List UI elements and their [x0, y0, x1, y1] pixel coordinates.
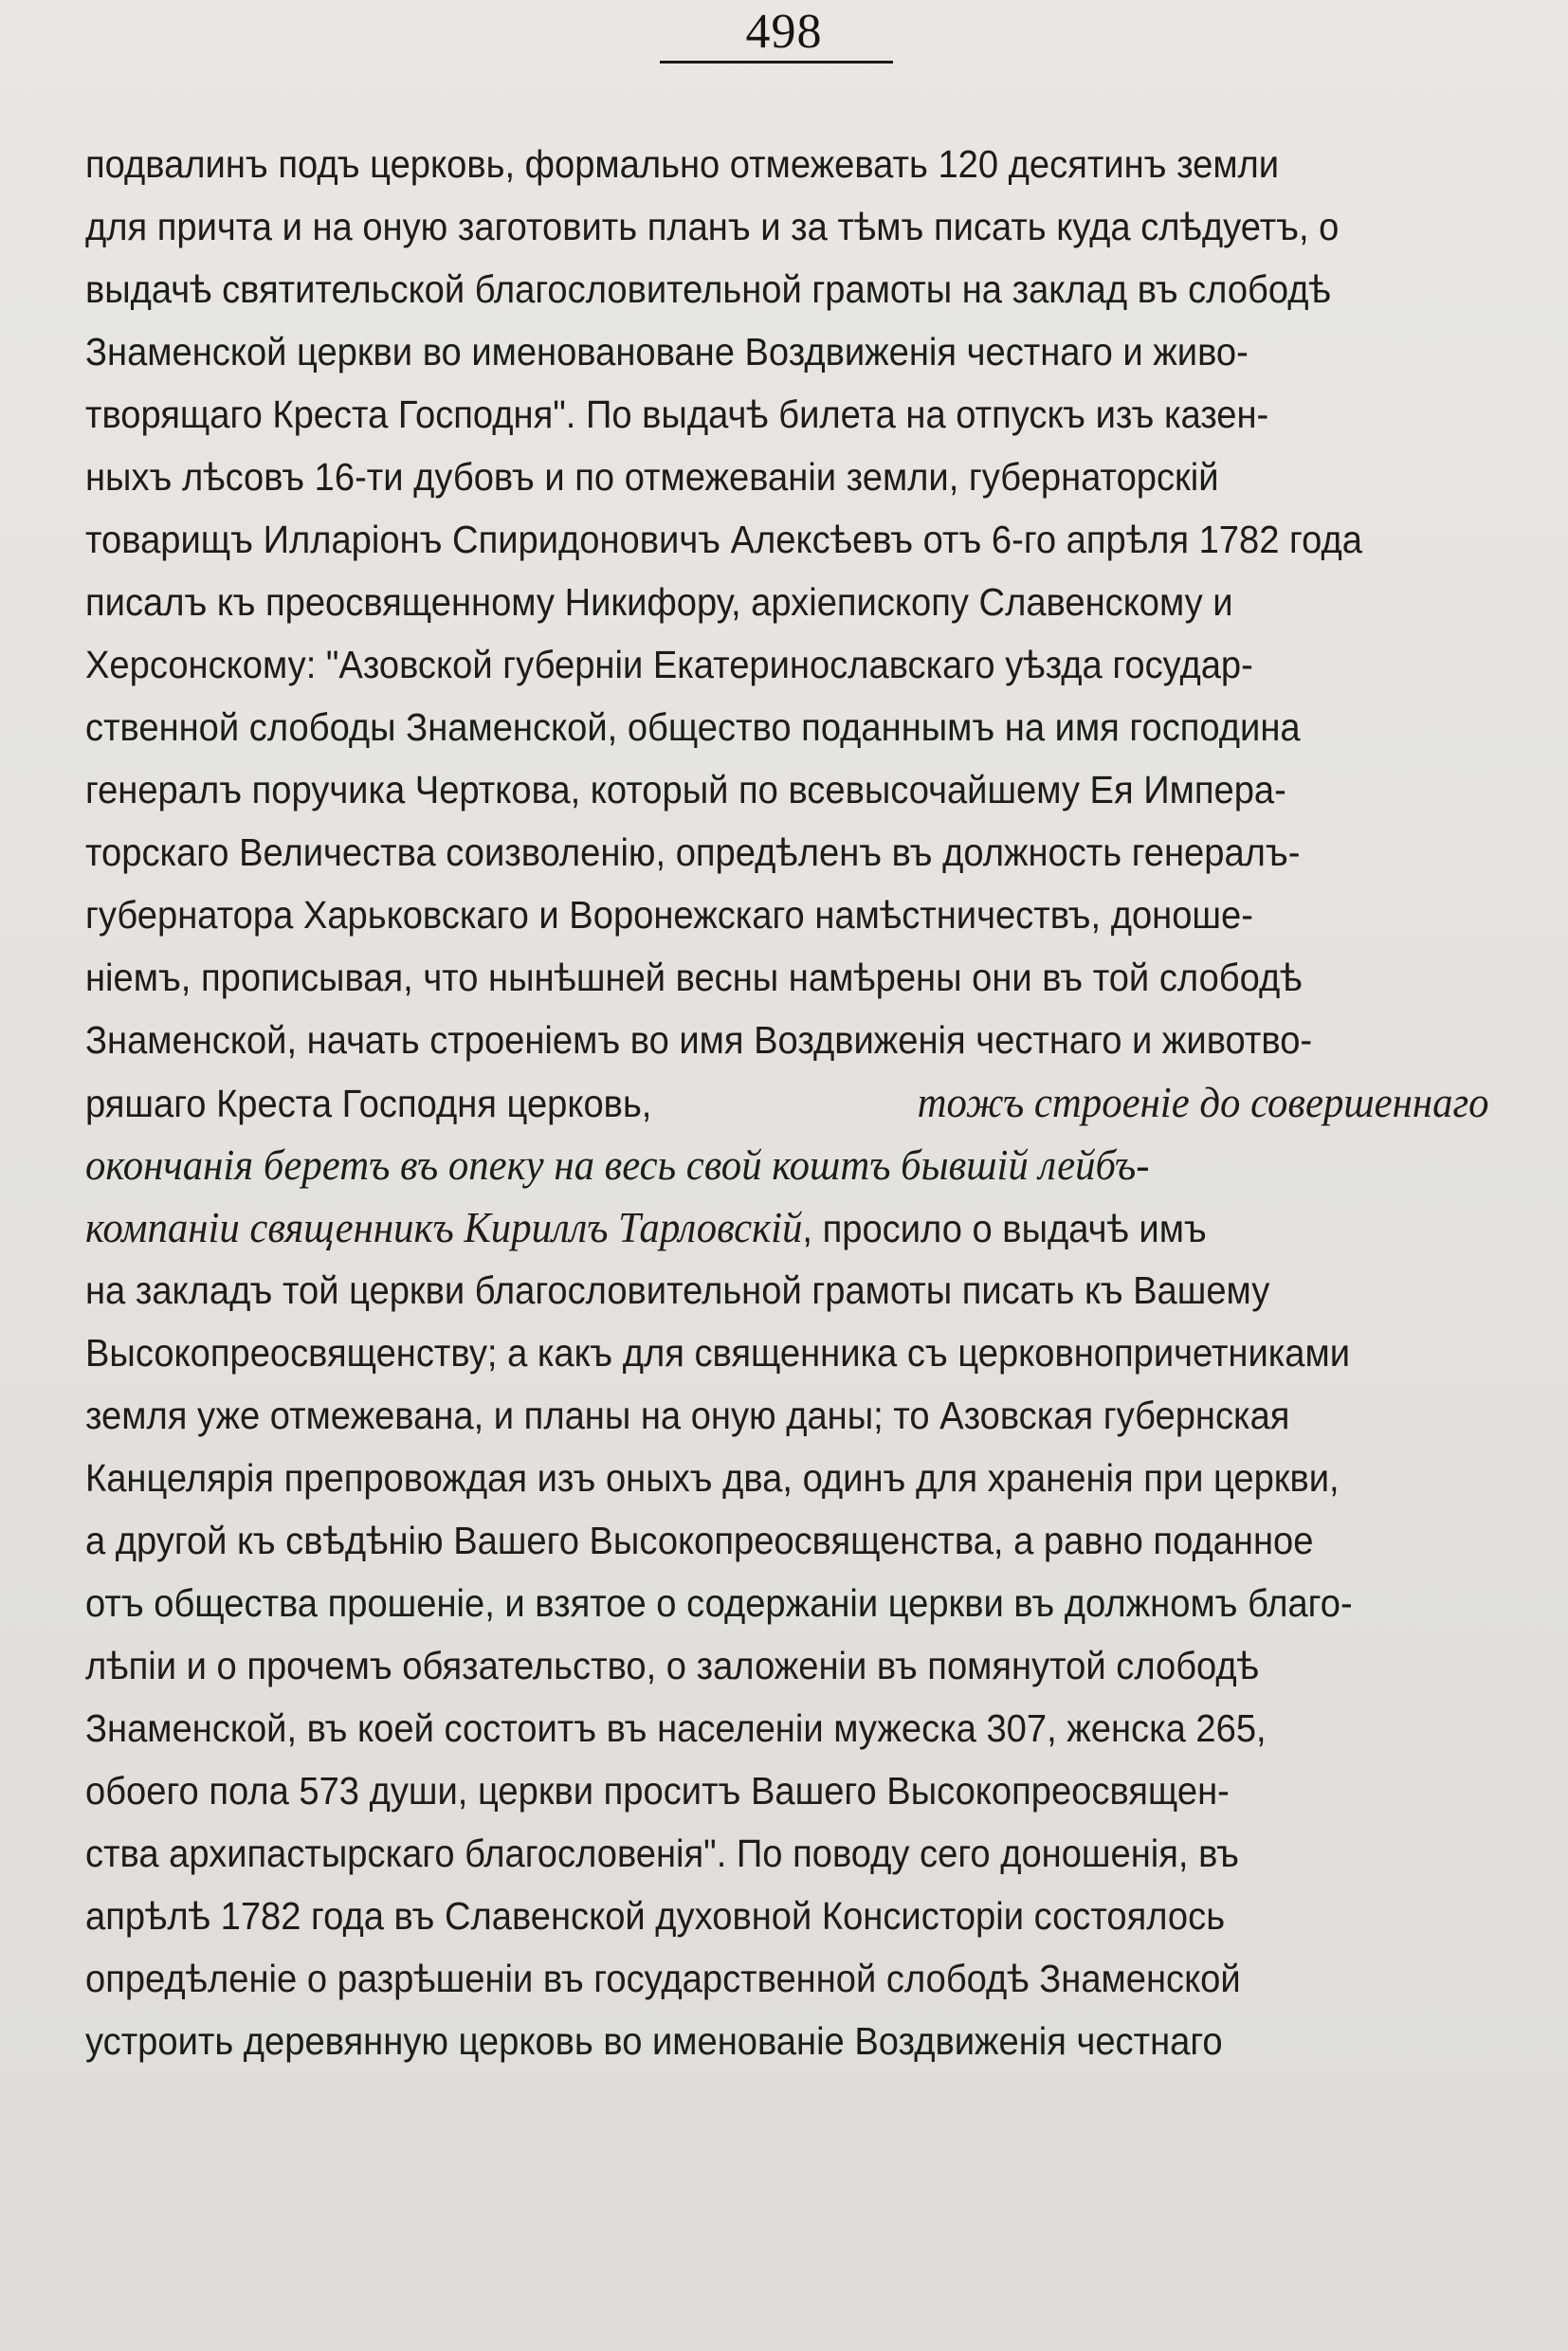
text-line: торскаго Величества соизволенію, опредѣленъ въ должность генералъ-: [85, 830, 1301, 874]
text-line: для причта и на оную заготовить планъ и за тѣмъ писать куда слѣдуетъ, о: [85, 205, 1340, 248]
text-line-mixed: [85, 1196, 1489, 1259]
page-number: 498: [745, 5, 823, 59]
text-line: Знаменской, начать строеніемъ во имя Воздвиженія честнаго и животво-: [85, 1018, 1313, 1062]
line-italic-part: компаніи священникъ Кириллъ Тарловскій: [85, 1203, 803, 1251]
text-line: творящаго Креста Господня". По выдачѣ билета на отпускъ изъ казен-: [85, 392, 1269, 436]
text-line: генералъ поручика Черткова, который по всевысочайшему Ея Импера-: [85, 768, 1286, 811]
text-line: земля уже отмежевана, и планы на оную даны; то Азовская губернская: [85, 1394, 1290, 1437]
text-line: а другой къ свѣдѣнію Вашего Высокопреосвященства, а равно поданное: [85, 1519, 1314, 1562]
page-number-rule: [660, 61, 893, 64]
text-line: подвалинъ подъ церковь, формально отмежевать 120 десятинъ земли: [85, 142, 1280, 186]
line-regular-part: , просило о выдачѣ имъ: [802, 1207, 1207, 1250]
text-line: Херсонскому: "Азовской губерніи Екатеринославскаго уѣзда государ-: [85, 643, 1253, 686]
text-line: ства архипастырскаго благословенія". По поводу сего доношенія, въ: [85, 1832, 1239, 1875]
text-line-italic: окончанія беретъ въ опеку на весь свой коштъ бывшій лейбъ-: [85, 1140, 1150, 1189]
text-line: Высокопреосвященству; а какъ для священника съ церковнопричетниками: [85, 1331, 1351, 1375]
text-line: Знаменской церкви во именовановане Воздвиженія честнаго и живо-: [85, 330, 1249, 374]
text-line: Канцелярія препровождая изъ оныхъ два, одинъ для храненія при церкви,: [85, 1456, 1340, 1500]
text-line: устроить деревянную церковь во именованіе Воздвиженія честнаго: [85, 2019, 1223, 2063]
text-line: ныхъ лѣсовъ 16-ти дубовъ и по отмежеваніи земли, губернаторскій: [85, 455, 1219, 499]
line-regular-part: ряшаго Креста Господня церковь,: [85, 1082, 652, 1125]
text-line: обоего пола 573 души, церкви проситъ Вашего Высокопреосвящен-: [85, 1769, 1230, 1813]
text-line: ніемъ, прописывая, что нынѣшней весны намѣрены они въ той слободѣ: [85, 956, 1303, 999]
text-line: губернатора Харьковскаго и Воронежскаго намѣстничествъ, доноше-: [85, 893, 1253, 937]
text-line: Знаменской, въ коей состоитъ въ населеніи мужеска 307, женска 265,: [85, 1706, 1267, 1750]
text-line: отъ общества прошеніе, и взятое о содержаніи церкви въ должномъ благо-: [85, 1581, 1353, 1625]
text-line: апрѣлѣ 1782 года въ Славенской духовной Консисторіи состоялось: [85, 1894, 1226, 1938]
text-line: лѣпіи и о прочемъ обязательство, о заложеніи въ помянутой слободѣ: [85, 1644, 1260, 1687]
text-line: выдачѣ святительской благословительной грамоты на заклад въ слободѣ: [85, 267, 1331, 311]
body-text: [85, 133, 1488, 2072]
line-italic-part: тожъ строеніе до совершеннаго: [917, 1078, 1489, 1126]
text-line: на закладъ той церкви благословительной грамоты писать къ Вашему: [85, 1268, 1270, 1312]
text-line: товарищъ Илларіонъ Спиридоновичъ Алексѣевъ отъ 6-го апрѣля 1782 года: [85, 518, 1362, 561]
text-line-mixed: [85, 1071, 1489, 1134]
text-line: опредѣленіе о разрѣшеніи въ государственной слободѣ Знаменской: [85, 1957, 1241, 2000]
text-line: ственной слободы Знаменской, общество поданнымъ на имя господина: [85, 705, 1301, 749]
text-line: писалъ къ преосвященному Никифору, архіепископу Славенскому и: [85, 580, 1233, 624]
